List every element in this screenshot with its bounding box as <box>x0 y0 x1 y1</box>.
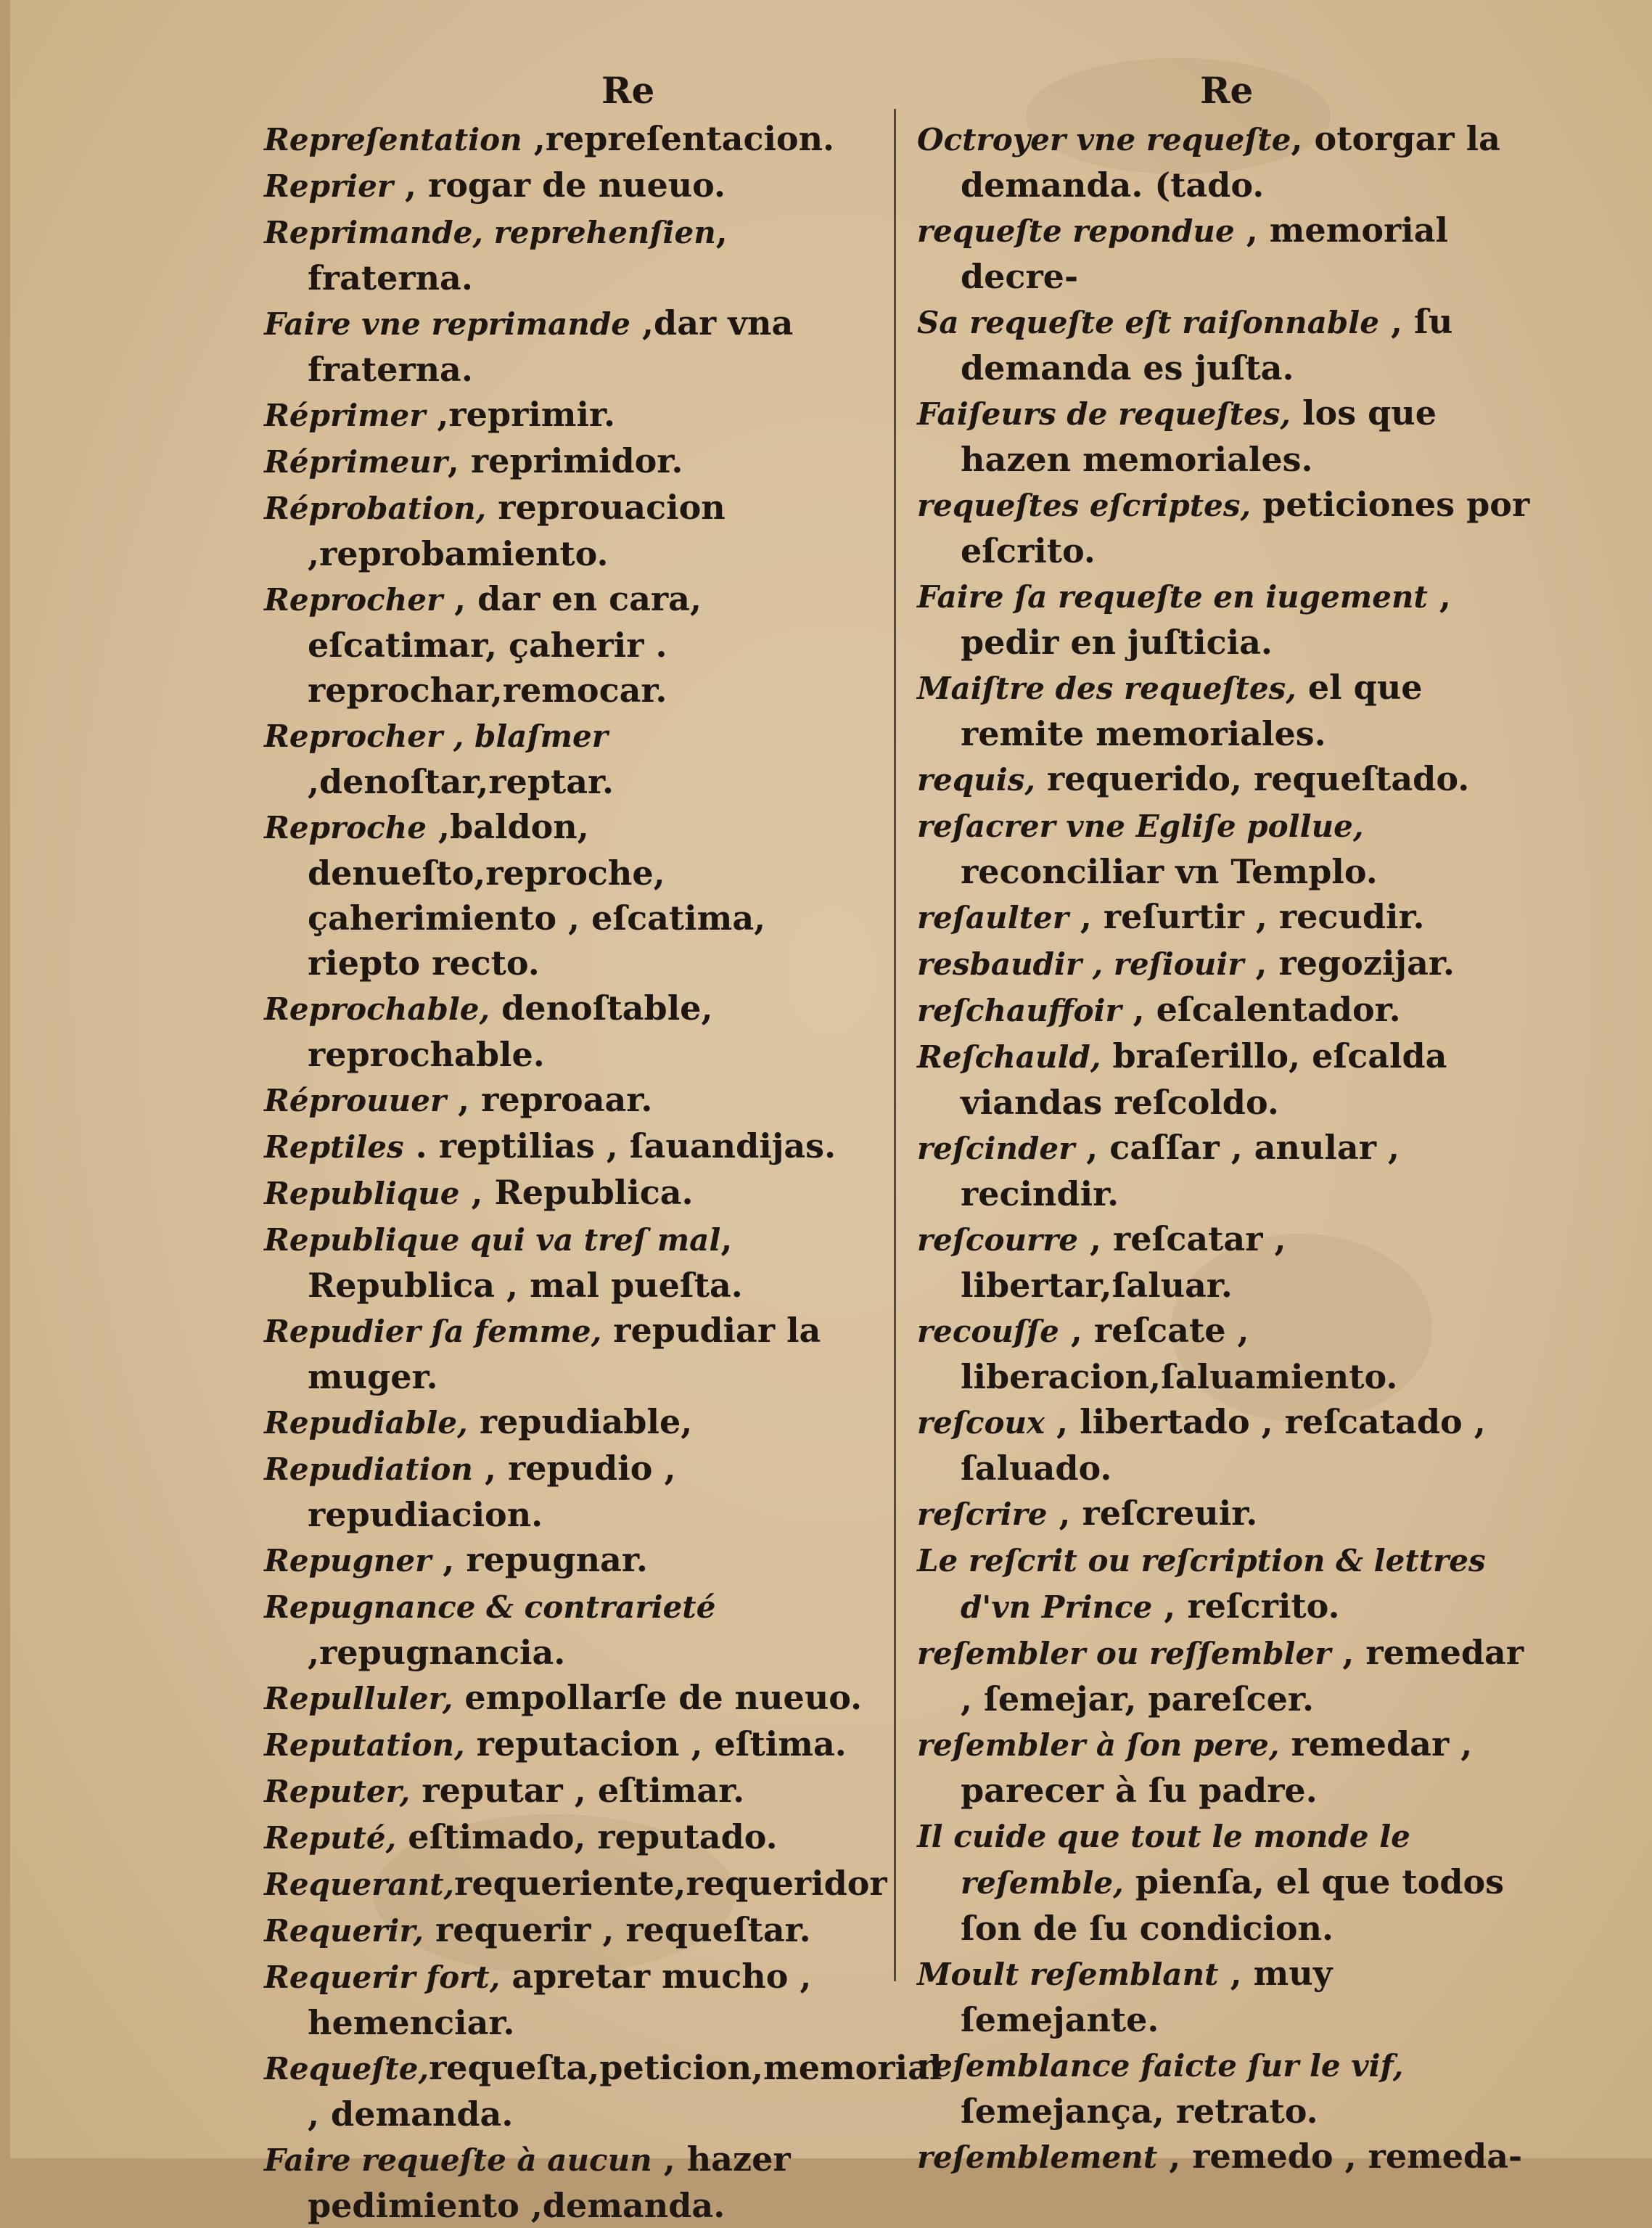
headword: Reprocher , blaſmer <box>264 718 608 754</box>
dictionary-entry <box>917 1033 1534 1125</box>
headword: Requerir fort, <box>264 1959 501 1995</box>
translation: requerir , requeſtar. <box>424 1910 811 1949</box>
headword: Faiſeurs de requeſtes, <box>917 396 1291 432</box>
translation: ſemejança, retrato. <box>961 2092 1318 2131</box>
dictionary-entry <box>264 1814 874 1861</box>
headword: reſaulter <box>917 900 1069 935</box>
translation: , memorial decre- <box>961 210 1449 296</box>
dictionary-entry <box>917 1216 1534 1308</box>
dictionary-entry <box>917 665 1534 756</box>
translation: , reproаar. <box>446 1080 653 1119</box>
headword: Reptiles <box>264 1129 404 1165</box>
headword: Reputer, <box>264 1774 411 1809</box>
translation: requerido, requeſtado. <box>1035 759 1470 798</box>
headword: Faire requeſte à aucun <box>264 2142 652 2178</box>
translation: , otorgar la demanda. (tado. <box>961 119 1500 205</box>
dictionary-entry <box>917 2042 1534 2134</box>
headword: Faire ſa requeſte en iugement <box>917 579 1428 615</box>
translation: , repugnar. <box>431 1540 648 1579</box>
translation: , dar en cara, eſcatimar, çaherir . reprochar,remocar. <box>308 579 702 710</box>
book-page <box>10 0 1652 2225</box>
dictionary-entry <box>264 1861 887 1907</box>
headword: requeſte repondue <box>917 213 1235 249</box>
translation: ,denoſtar,reptar. <box>308 762 615 801</box>
translation: apretar mucho , hemenciar. <box>308 1957 812 2042</box>
translation: requeriente,requeridor <box>454 1864 887 1903</box>
headword: reſemblement <box>917 2139 1158 2175</box>
dictionary-entry <box>264 1399 874 1446</box>
dictionary-entry <box>917 803 1534 894</box>
dictionary-entry <box>917 482 1534 573</box>
translation: reconciliar vn Templo. <box>961 852 1378 891</box>
headword: Réprouuer <box>264 1083 447 1118</box>
translation: requeſta,peticion,memorial , demanda. <box>308 2048 942 2134</box>
dictionary-entry <box>264 116 874 163</box>
dictionary-entry <box>264 1446 874 1537</box>
translation: eſtimado, reputado. <box>396 1817 778 1856</box>
dictionary-entry <box>917 756 1534 803</box>
headword: recouſſe <box>917 1314 1059 1349</box>
dictionary-entry <box>917 1491 1534 1537</box>
headword: Reputation, <box>264 1727 465 1763</box>
dictionary-entry <box>264 392 874 438</box>
headword: Repulluler, <box>264 1681 453 1716</box>
headword: Octroyer vne requeſte <box>917 122 1291 157</box>
translation: empollarſe de nueuo. <box>453 1678 863 1717</box>
headword: Réprobation, <box>264 491 487 526</box>
translation: los que hazen memoriales. <box>961 393 1437 479</box>
translation: , hazer pedimiento ,demanda. <box>308 2139 791 2225</box>
translation: , reſurtir , recudir. <box>1068 897 1425 936</box>
headword: Faire vne reprimande <box>264 306 631 342</box>
translation: , rogar de nueuo. <box>393 165 726 205</box>
headword: Reprochable, <box>264 991 490 1027</box>
translation: ,repreſentacion. <box>522 119 835 158</box>
dictionary-entry <box>264 1675 874 1721</box>
dictionary-entry <box>917 116 1534 208</box>
headword: Reprimande, reprehenſien <box>264 215 716 250</box>
dictionary-entry <box>264 438 874 485</box>
translation: , repudio , repudiacion. <box>308 1449 676 1534</box>
dictionary-entry <box>264 1216 874 1308</box>
headword: Réprimeur <box>264 444 448 480</box>
headword: requis, <box>917 762 1035 798</box>
translation: peticiones por eſcrito. <box>961 485 1530 570</box>
headword: Maiſtre des requeſtes, <box>917 671 1296 706</box>
translation: , libertado , reſcatado , ſaluado. <box>961 1402 1486 1488</box>
translation: , pedir en juſticia. <box>961 576 1451 662</box>
translation: , fraterna. <box>308 212 728 298</box>
dictionary-entry <box>264 209 874 300</box>
translation: , ſu demanda es juſta. <box>961 302 1453 388</box>
dictionary-entry <box>264 2137 874 2228</box>
dictionary-entry <box>264 1721 874 1768</box>
dictionary-entry <box>264 1954 874 2045</box>
dictionary-entry <box>917 1721 1534 1813</box>
headword: Repudiable, <box>264 1405 468 1441</box>
headword: Requerir, <box>264 1913 424 1949</box>
headword: Sa requeſte eſt raiſonnable <box>917 305 1379 340</box>
translation: , eſcalentador. <box>1121 990 1401 1029</box>
translation: , reſcate , liberacion,ſaluamiento. <box>961 1311 1398 1396</box>
translation: reprouacion ,reprobamiento. <box>308 488 726 573</box>
dictionary-entry <box>917 2134 1534 2180</box>
translation: , remedar , ſemejar, pareſcer. <box>961 1633 1524 1719</box>
headword: Reproche <box>264 810 427 845</box>
translation: , Republica , mal pueſta. <box>308 1219 743 1305</box>
headword: reſchauffoir <box>917 993 1122 1028</box>
headword: reſacrer vne Egliſe pollue, <box>917 808 1364 844</box>
headword: reſembler à ſon pere, <box>917 1727 1280 1763</box>
translation: , muy ſemejante. <box>961 1954 1333 2039</box>
dictionary-entry <box>264 163 874 209</box>
dictionary-entry <box>917 1813 1534 1951</box>
dictionary-entry <box>917 987 1534 1033</box>
dictionary-entry <box>264 1537 874 1584</box>
translation: , reſcreuir. <box>1047 1494 1258 1533</box>
translation: remedar , parecer à ſu padre. <box>961 1724 1473 1810</box>
dictionary-entry <box>264 1584 874 1675</box>
headword: Reprier <box>264 168 393 204</box>
dictionary-entry <box>917 941 1534 987</box>
translation: , caſſar , anular , recindir. <box>961 1128 1400 1213</box>
dictionary-entry <box>264 986 874 1077</box>
headword: reſcrire <box>917 1496 1048 1532</box>
headword: Moult reſemblant <box>917 1957 1219 1992</box>
translation: pienſa, el que todos ſon de ſu condicion. <box>961 1862 1505 1948</box>
translation: reputacion , eſtima. <box>464 1724 847 1764</box>
translation: ,repugnancia. <box>308 1633 566 1672</box>
dictionary-entry <box>264 485 874 576</box>
headword: Republique <box>264 1176 460 1211</box>
translation: reputar , eſtimar. <box>410 1771 745 1810</box>
headword: Republique qui va treſ mal <box>264 1222 721 1258</box>
running-head-left: Re <box>601 69 655 112</box>
translation: denoſtable, reprochable. <box>308 988 713 1074</box>
headword: Réprimer <box>264 398 426 433</box>
dictionary-entry <box>917 208 1534 299</box>
dictionary-entry <box>264 804 874 986</box>
headword: Repudiation <box>264 1451 473 1487</box>
translation: ,reprimir. <box>425 395 615 434</box>
dictionary-entry <box>264 1907 874 1954</box>
translation: , remedo , remeda- <box>1157 2137 1523 2176</box>
dictionary-entry <box>917 1630 1534 1721</box>
translation: , reprimidor. <box>447 441 683 480</box>
dictionary-entry <box>264 1123 874 1170</box>
dictionary-entry <box>917 894 1534 941</box>
headword: Repugner <box>264 1543 432 1578</box>
headword: reſcinder <box>917 1131 1075 1166</box>
dictionary-entry <box>917 1537 1534 1630</box>
translation: braſerillo, eſcalda viandas reſcoldo. <box>961 1036 1447 1122</box>
translation: , reſcrito. <box>1152 1586 1340 1626</box>
headword: Repudier ſa femme, <box>264 1314 602 1349</box>
translation: . reptilias , ſauandijas. <box>403 1126 837 1166</box>
translation: ,baldon, denueſto,reproche, çaherimiento , eſcatima, riepto recto. <box>308 807 766 983</box>
left-column <box>264 116 942 2228</box>
headword: Requeſte, <box>264 2051 430 2086</box>
translation: repudiable, <box>467 1402 693 1441</box>
right-column <box>917 116 1534 2180</box>
headword: Il cuide que tout le monde le reſemble, <box>917 1819 1410 1901</box>
headword: Reſchauld, <box>917 1039 1101 1075</box>
dictionary-entry <box>917 299 1534 390</box>
headword: reſcourre <box>917 1222 1079 1258</box>
dictionary-entry <box>264 713 874 804</box>
headword: Repugnance & contrarieté <box>264 1589 716 1625</box>
dictionary-entry <box>264 1077 874 1123</box>
headword: Reprocher <box>264 582 443 618</box>
headword: Requerant, <box>264 1867 455 1902</box>
dictionary-entry <box>264 300 874 392</box>
dictionary-entry <box>917 1308 1534 1399</box>
translation: el que remite memoriales. <box>961 668 1423 753</box>
headword: Reputé, <box>264 1820 397 1856</box>
dictionary-entry <box>917 1125 1534 1216</box>
headword: reſembler ou reſſembler <box>917 1636 1331 1671</box>
dictionary-entry <box>264 1308 874 1399</box>
dictionary-entry <box>264 576 874 713</box>
headword: requeſtes eſcriptes, <box>917 488 1252 523</box>
dictionary-entry <box>917 1399 1534 1491</box>
dictionary-entry <box>264 2045 942 2137</box>
dictionary-entry <box>917 573 1534 665</box>
translation: ,dar vna fraterna. <box>308 303 794 389</box>
column-divider <box>894 109 896 1981</box>
headword: reſemblance faicte ſur le vif, <box>917 2048 1404 2084</box>
headword: reſcoux <box>917 1405 1045 1441</box>
dictionary-entry <box>264 1768 874 1814</box>
translation: , reſcatar , libertar,ſaluar. <box>961 1219 1286 1305</box>
headword: Le reſcrit ou reſcription & lettres d'vn Prince <box>917 1543 1486 1625</box>
translation: repudiar la muger. <box>308 1311 821 1396</box>
dictionary-entry <box>264 1170 874 1216</box>
translation: , Republica. <box>459 1173 694 1212</box>
headword: Repreſentation <box>264 122 522 157</box>
dictionary-entry <box>917 390 1534 482</box>
running-head-right: Re <box>1200 69 1254 112</box>
translation: , regozijar. <box>1244 943 1455 983</box>
headword: resbaudir , reſiouir <box>917 946 1244 982</box>
dictionary-entry <box>917 1951 1534 2042</box>
